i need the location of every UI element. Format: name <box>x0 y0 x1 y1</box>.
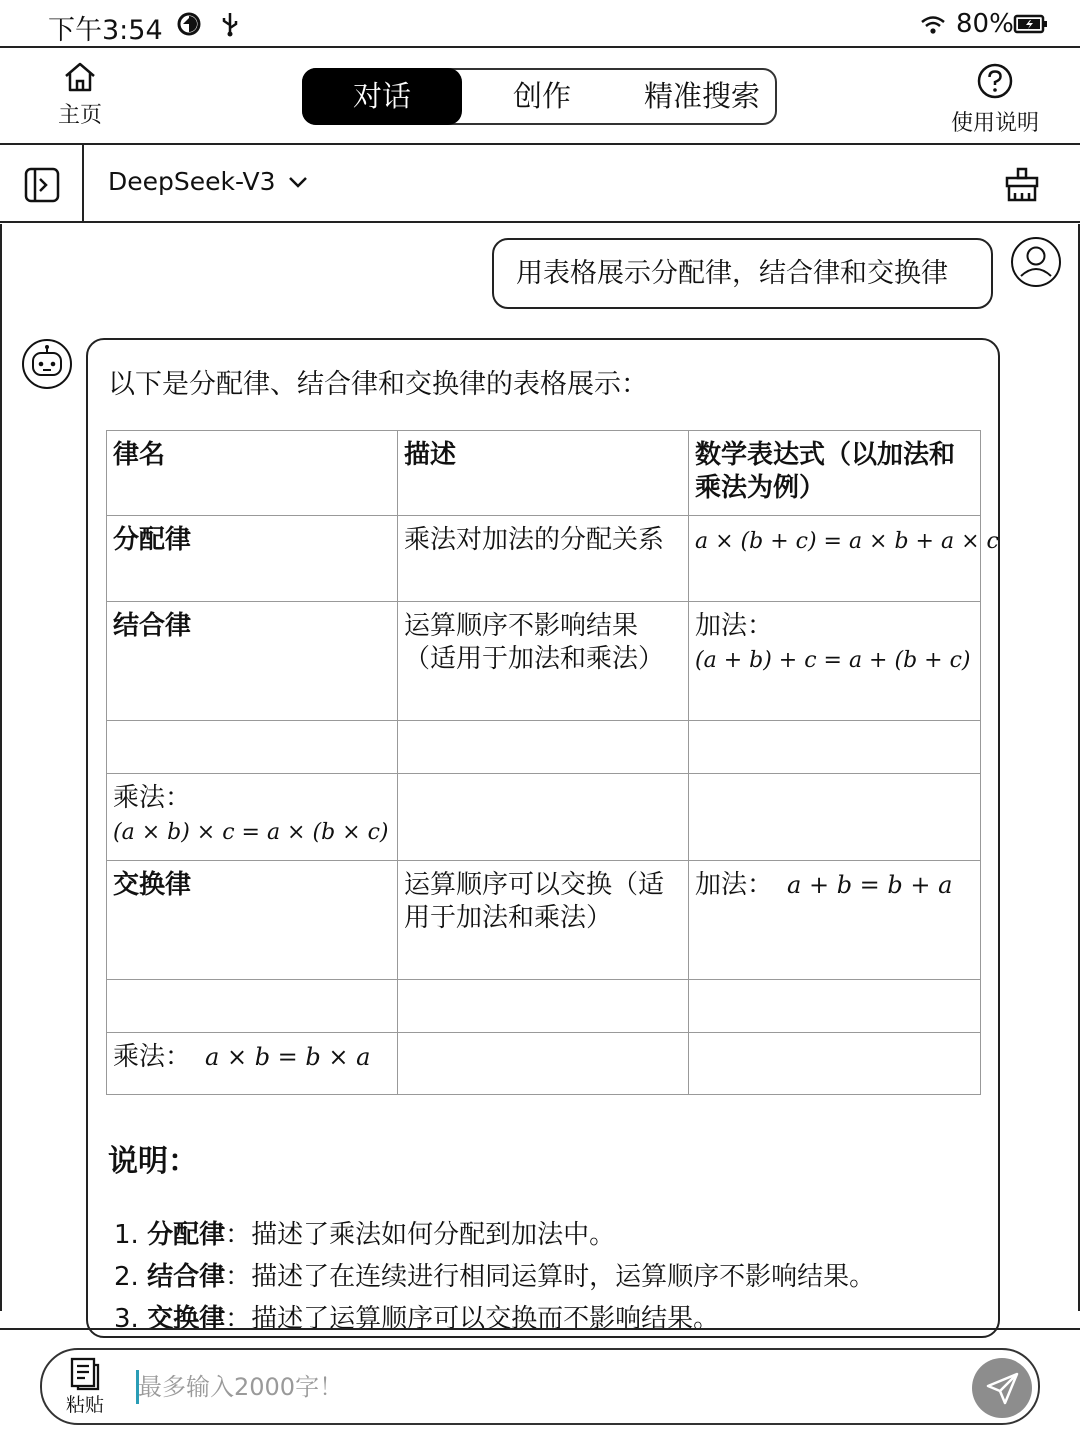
math-expression: (a × b) × c = a × (b × c) <box>113 820 389 845</box>
help-button[interactable] <box>940 62 1050 137</box>
assistant-intro: 以下是分配律、结合律和交换律的表格展示： <box>108 369 648 400</box>
status-time: 下午3:54 <box>48 15 163 46</box>
tab-create[interactable]: 创作 <box>512 79 571 113</box>
table-cell <box>398 774 689 861</box>
message-input[interactable] <box>138 1364 958 1410</box>
table-cell <box>689 516 999 602</box>
mode-tabs <box>302 68 777 125</box>
table-row <box>107 516 981 602</box>
assistant-message <box>86 338 1000 1338</box>
list-term: 交换律 <box>147 1304 226 1334</box>
table-cell <box>689 774 981 861</box>
home-icon <box>40 60 120 98</box>
table-cell <box>689 1033 981 1095</box>
table-row <box>107 774 981 861</box>
battery-icon <box>1014 14 1048 38</box>
clipboard-icon <box>68 1356 102 1390</box>
list-text: ：描述了运算顺序可以交换而不影响结果。 <box>225 1304 720 1334</box>
table-header-row <box>107 431 981 516</box>
robot-icon <box>21 338 73 390</box>
message-composer <box>40 1348 1040 1425</box>
table-header: 数学表达式（以加法和乘法为例） <box>689 431 981 516</box>
list-number: 2. <box>114 1262 148 1292</box>
list-item <box>114 1256 994 1298</box>
list-text: ：描述了乘法如何分配到加法中。 <box>225 1220 616 1250</box>
user-avatar <box>1010 236 1062 292</box>
table-row <box>107 980 981 1033</box>
cell-label: 加法： <box>695 611 774 641</box>
cell-label: 乘法： <box>113 783 192 813</box>
table-cell: 运算顺序不影响结果（适用于加法和乘法） <box>398 602 689 721</box>
status-bar <box>0 0 1080 48</box>
clear-chat-button[interactable] <box>1004 167 1040 207</box>
table-cell <box>689 861 981 980</box>
usb-icon <box>220 11 240 41</box>
table-cell <box>398 721 689 774</box>
table-row <box>107 721 981 774</box>
model-selector[interactable] <box>108 167 308 196</box>
paste-label: 粘贴 <box>65 1394 104 1416</box>
tab-precise-search[interactable]: 精准搜索 <box>643 79 760 113</box>
list-text: ：描述了在连续进行相同运算时，运算顺序不影响结果。 <box>225 1262 876 1292</box>
table-header: 描述 <box>398 431 689 516</box>
table-row <box>107 1033 981 1095</box>
table-header: 律名 <box>107 431 398 516</box>
table-cell <box>107 980 398 1033</box>
home-label: 主页 <box>57 103 102 128</box>
table-cell <box>689 980 981 1033</box>
cell-label: 加法： <box>695 870 774 900</box>
help-icon <box>940 62 1050 106</box>
table-cell <box>398 1033 689 1095</box>
home-button[interactable] <box>40 60 120 129</box>
send-icon <box>985 1372 1021 1406</box>
sidebar-toggle-button[interactable] <box>0 145 84 221</box>
table-cell: 结合律 <box>107 602 398 721</box>
table-cell <box>107 774 398 861</box>
top-nav <box>0 48 1080 145</box>
battery-percent: 80% <box>956 9 1014 39</box>
tab-chat[interactable]: 对话 <box>302 68 462 125</box>
math-expression: a × (b + c) = a × b + a × c <box>695 529 999 554</box>
paste-button[interactable] <box>62 1356 108 1417</box>
laws-table <box>106 430 999 1095</box>
table-cell <box>398 980 689 1033</box>
broom-icon <box>1004 167 1040 203</box>
table-cell: 交换律 <box>107 861 398 980</box>
table-cell <box>107 1033 398 1095</box>
model-name: DeepSeek-V3 <box>108 167 276 196</box>
user-icon <box>1010 236 1062 288</box>
bot-avatar <box>21 338 73 394</box>
math-expression: a + b = b + a <box>787 871 953 899</box>
table-cell <box>107 721 398 774</box>
table-cell <box>689 602 981 721</box>
chevron-down-icon <box>288 175 308 189</box>
math-expression: a × b = b × a <box>205 1043 371 1071</box>
table-cell: 运算顺序可以交换（适用于加法和乘法） <box>398 861 689 980</box>
sidebar-icon <box>24 167 60 203</box>
model-bar <box>0 145 1080 223</box>
notes-list <box>114 1214 994 1340</box>
send-button[interactable] <box>972 1358 1032 1418</box>
input-bar <box>0 1328 1080 1440</box>
table-cell: 分配律 <box>107 516 398 602</box>
table-row <box>107 602 981 721</box>
help-label: 使用说明 <box>950 111 1039 136</box>
table-row <box>107 861 981 980</box>
table-cell: 乘法对加法的分配关系 <box>398 516 689 602</box>
app-notification-icon <box>177 12 201 40</box>
user-message: 用表格展示分配律，结合律和交换律 <box>492 238 993 309</box>
list-term: 结合律 <box>147 1262 226 1292</box>
math-expression: (a + b) + c = a + (b + c) <box>695 648 971 673</box>
cell-label: 乘法： <box>113 1042 192 1072</box>
table-cell <box>689 721 981 774</box>
list-item <box>114 1214 994 1256</box>
notes-heading: 说明： <box>108 1144 198 1179</box>
wifi-icon <box>920 15 946 39</box>
chat-area[interactable] <box>0 224 1080 1334</box>
list-term: 分配律 <box>147 1220 226 1250</box>
list-number: 1. <box>114 1220 148 1250</box>
list-number: 3. <box>114 1304 148 1334</box>
